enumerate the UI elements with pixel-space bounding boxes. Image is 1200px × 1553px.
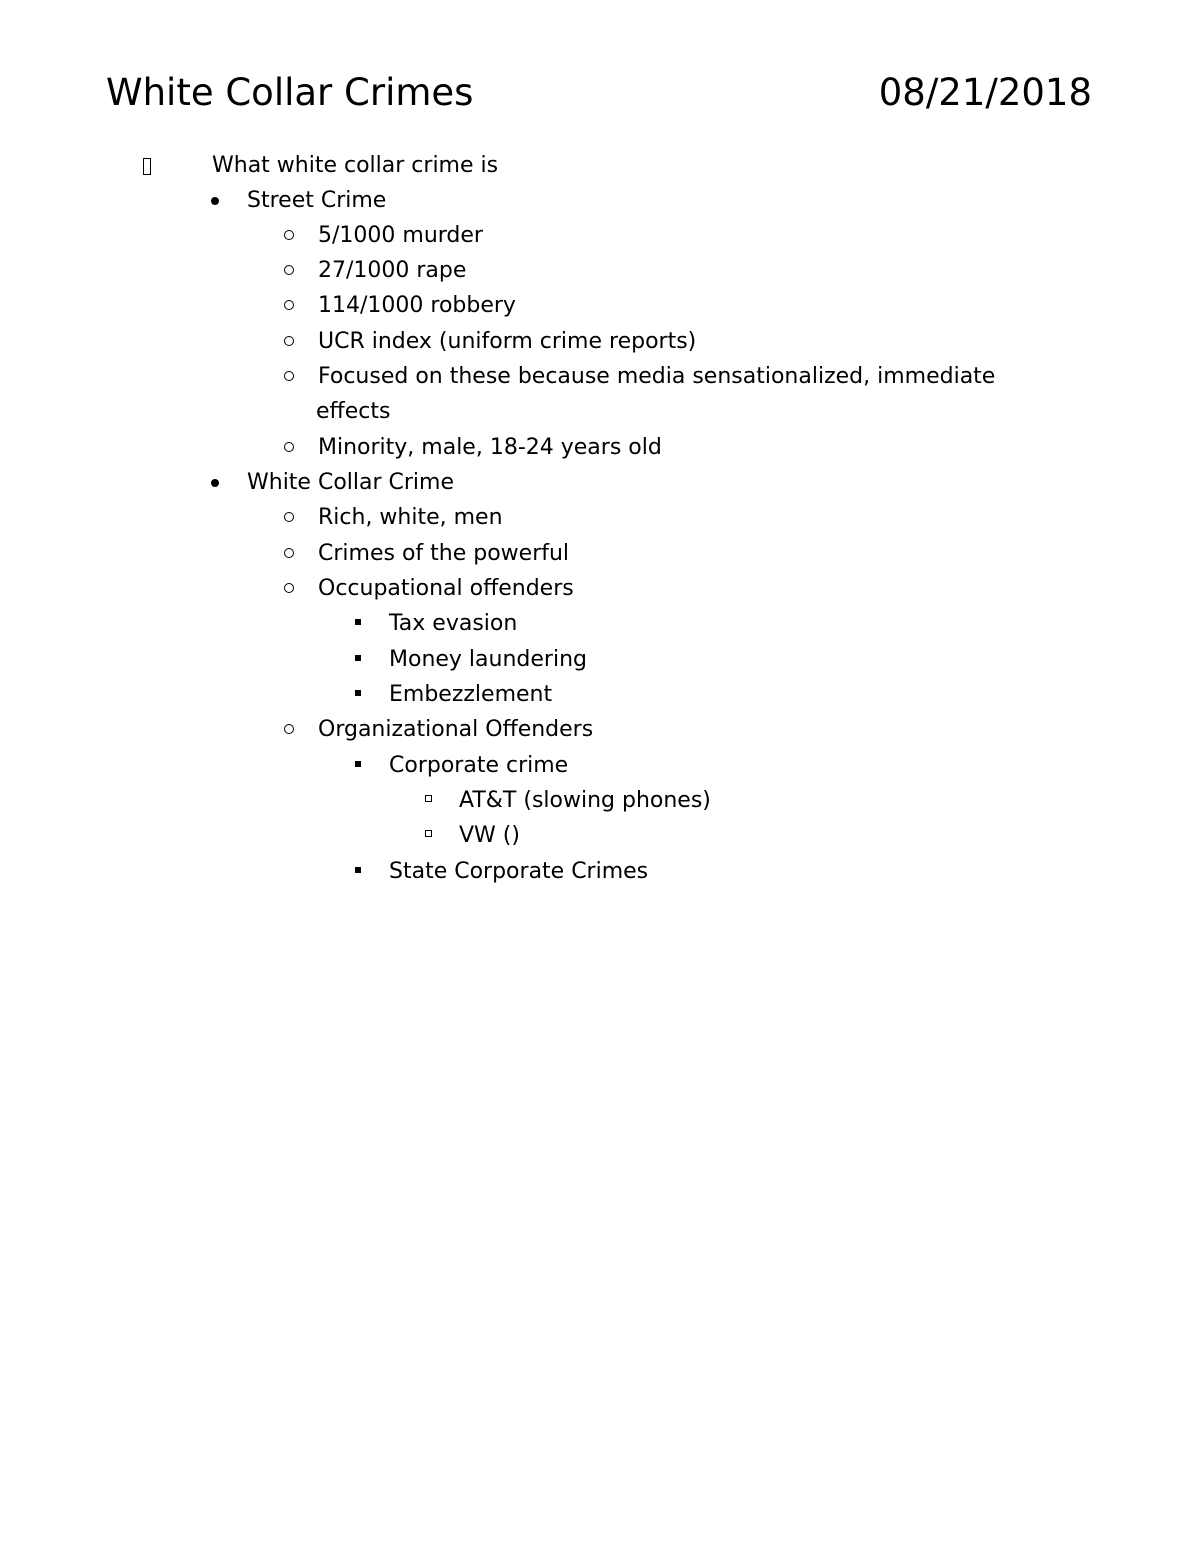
list-item [0, 218, 1200, 253]
bullet-circle-icon [284, 512, 294, 522]
list-item [0, 854, 1200, 889]
bullet-circle-icon [284, 371, 294, 381]
list-item [0, 253, 1200, 288]
occupational-offenders-label: Occupational offenders [318, 576, 574, 601]
white-collar-crime-label: White Collar Crime [247, 470, 455, 495]
bullet-circle-icon [284, 336, 294, 346]
bullet-hollow-square-icon [425, 830, 432, 837]
corporate-crime-label: Corporate crime [389, 753, 569, 778]
outline-topic [0, 148, 1200, 183]
bullet-square-icon [355, 867, 361, 873]
white-collar-item: Crimes of the powerful [318, 541, 570, 566]
list-item [0, 430, 1200, 465]
street-crime-item: 27/1000 rape [318, 258, 467, 283]
list-item [0, 783, 1200, 818]
street-crime-label: Street Crime [247, 188, 387, 213]
checkbox-icon [143, 158, 151, 175]
state-corporate-crimes-label: State Corporate Crimes [389, 859, 649, 884]
street-crime-item: 5/1000 murder [318, 223, 483, 248]
bullet-circle-icon [284, 442, 294, 452]
list-item [0, 359, 1200, 394]
list-item [0, 642, 1200, 677]
corporate-crime-item: VW () [459, 823, 520, 848]
bullet-square-icon [355, 761, 361, 767]
bullet-square-icon [355, 619, 361, 625]
bullet-hollow-square-icon [425, 795, 432, 802]
street-crime-item-wrap: effects [316, 399, 391, 424]
list-item-continuation [0, 394, 1200, 429]
list-item [0, 465, 1200, 500]
occupational-item: Money laundering [389, 647, 587, 672]
list-item [0, 571, 1200, 606]
list-item [0, 677, 1200, 712]
bullet-circle-icon [284, 548, 294, 558]
list-item [0, 288, 1200, 323]
white-collar-item: Rich, white, men [318, 505, 503, 530]
organizational-offenders-label: Organizational Offenders [318, 717, 594, 742]
topic-label: What white collar crime is [212, 153, 499, 178]
bullet-circle-icon [284, 724, 294, 734]
bullet-circle-icon [284, 265, 294, 275]
bullet-square-icon [355, 655, 361, 661]
list-item [0, 324, 1200, 359]
occupational-item: Embezzlement [389, 682, 553, 707]
page-title: White Collar Crimes [106, 71, 474, 114]
list-item [0, 712, 1200, 747]
street-crime-item: Minority, male, 18-24 years old [318, 435, 662, 460]
bullet-circle-icon [284, 583, 294, 593]
bullet-square-icon [355, 690, 361, 696]
street-crime-item: UCR index (uniform crime reports) [318, 329, 697, 354]
list-item [0, 183, 1200, 218]
list-item [0, 500, 1200, 535]
list-item [0, 536, 1200, 571]
list-item [0, 818, 1200, 853]
corporate-crime-item: AT&T (slowing phones) [459, 788, 711, 813]
bullet-circle-icon [284, 230, 294, 240]
bullet-circle-icon [284, 300, 294, 310]
list-item [0, 748, 1200, 783]
street-crime-item: 114/1000 robbery [318, 293, 516, 318]
bullet-disc-icon [211, 197, 219, 205]
bullet-disc-icon [211, 479, 219, 487]
occupational-item: Tax evasion [389, 611, 518, 636]
street-crime-item: Focused on these because media sensationalized, immediate [318, 364, 996, 389]
list-item [0, 606, 1200, 641]
page-date: 08/21/2018 [878, 71, 1092, 114]
